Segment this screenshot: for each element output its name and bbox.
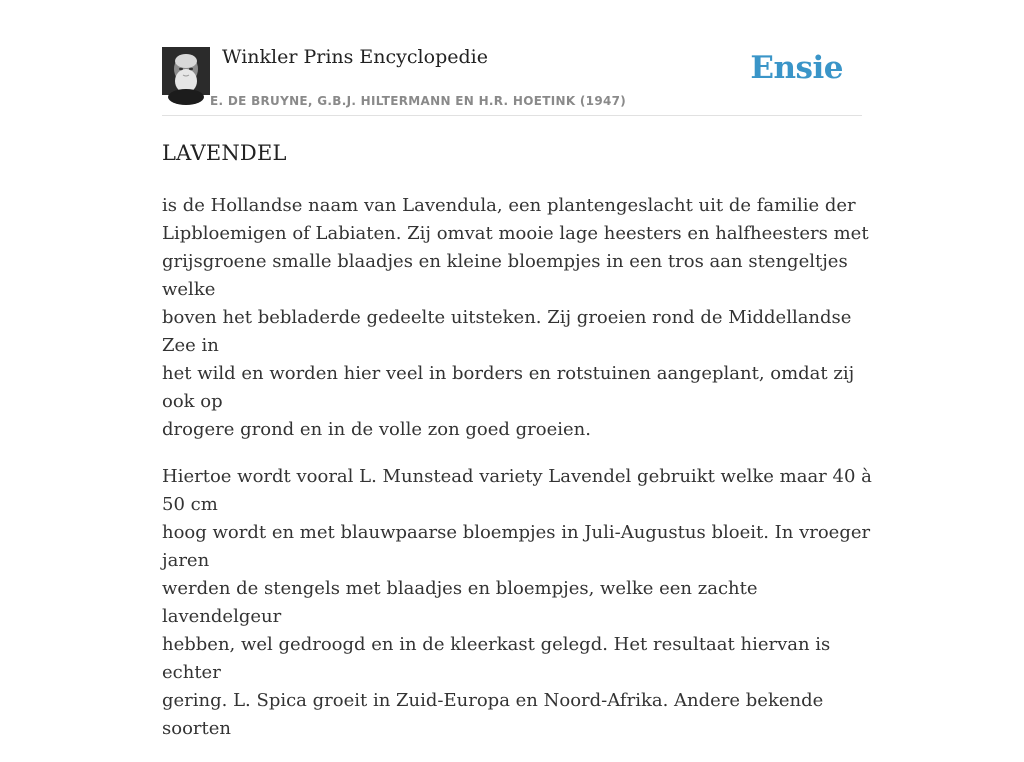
article-body — [162, 192, 874, 762]
portrait-image — [162, 47, 210, 95]
site-header — [162, 40, 862, 116]
author-avatar[interactable] — [162, 47, 210, 95]
article-paragraph: is de Hollandse naam van Lavendula, een plantengeslacht uit de familie der Lipbloemigen of Labiaten. Zij omvat mooie lage heesters en halfheesters met grijsgroene smalle blaadjes en kleine bloempjes in een tros aan stengeltjes welke boven het bebladerde gedeelte uitsteken. Zij groeien rond de Middellandse Zee in het wild en worden hier veel in borders en rotstuinen aangeplant, omdat zij ook op drogere grond en in de volle zon goed groeien. — [162, 195, 869, 440]
article-headword: LAVENDEL — [162, 141, 287, 165]
article-paragraph: Hiertoe wordt vooral L. Munstead variety Lavendel gebruikt welke maar 40 à 50 cm hoog wordt en met blauwpaarse bloempjes in Juli-Augustus bloeit. In vroeger jaren werden de stengels met blaadjes en bloempjes, welke een zachte lavendelgeur hebben, wel gedroogd en in de kleerkast gelegd. Het resultaat hiervan is echter gering. L. Spica groeit in Zuid-Europa en Noord-Afrika. Andere bekende soorten — [162, 466, 872, 739]
ensie-logo[interactable]: Ensie — [750, 50, 843, 86]
publication-title[interactable]: Winkler Prins Encyclopedie — [222, 46, 488, 68]
authors-line: E. DE BRUYNE, G.B.J. HILTERMANN EN H.R. HOETINK (1947) — [210, 94, 627, 108]
